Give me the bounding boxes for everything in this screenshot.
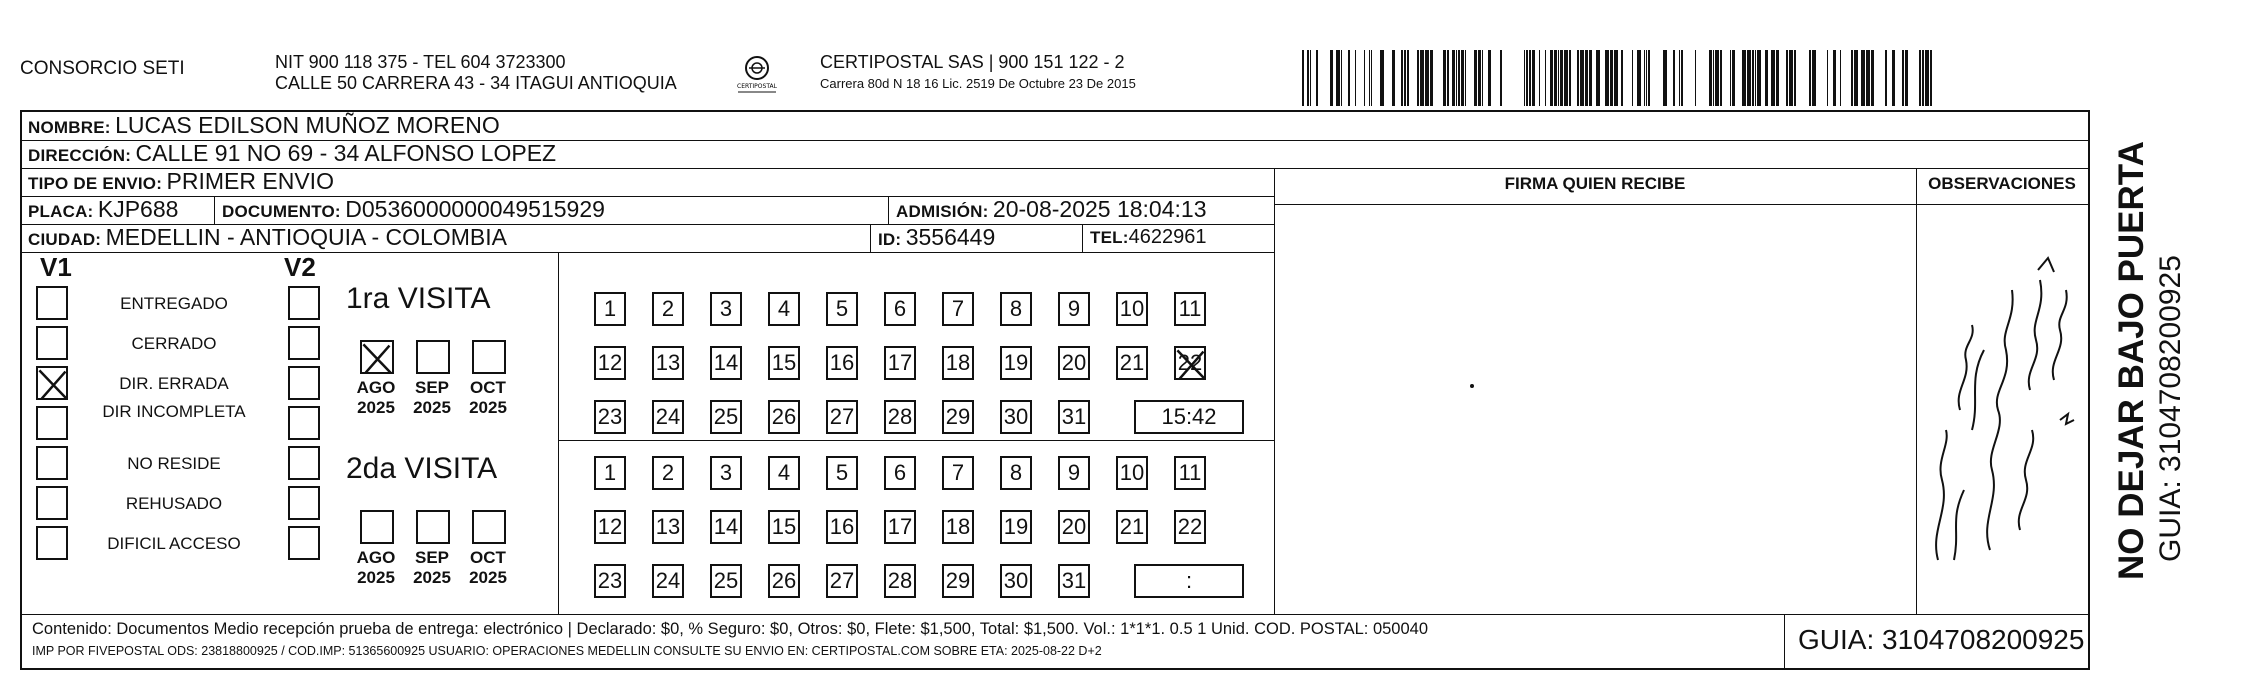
nombre-value: LUCAS EDILSON MUÑOZ MORENO [115,112,500,138]
month-checkbox[interactable] [472,510,506,544]
day-checkbox[interactable]: 1 [594,456,626,490]
barcode-bar [1809,50,1811,106]
day-checkbox[interactable]: 14 [710,346,742,380]
barcode-bar [1715,50,1719,106]
barcode-bar [1695,50,1696,106]
visita1-title: 1ra VISITA [346,282,491,315]
barcode-bar [1709,50,1712,106]
barcode-bar [1461,50,1464,106]
certipostal-seal-icon [732,52,782,96]
month-label: OCT 2025 [469,378,507,417]
barcode-bar [1558,50,1559,106]
documento-label: DOCUMENTO: [222,202,341,221]
barcode-bar [1392,50,1395,106]
barcode-bar [1577,50,1579,106]
day-checkbox[interactable]: 16 [826,510,858,544]
barcode-bar [1330,50,1333,106]
barcode-bar [1851,50,1853,106]
day-checkbox[interactable]: 21 [1116,510,1148,544]
observaciones-header: OBSERVACIONES [1928,174,2076,193]
day-checkbox[interactable]: 22 [1174,346,1206,380]
barcode-bar [1307,50,1309,106]
side-vertical-text [2110,140,2220,580]
nombre-row [28,112,500,139]
v1-checkbox[interactable] [36,286,68,320]
day-checkbox[interactable]: 9 [1058,292,1090,326]
barcode-bar [1840,50,1841,106]
v2-checkbox[interactable] [288,286,320,320]
tipo-envio-value: PRIMER ENVIO [166,168,334,194]
barcode-bar [1532,50,1535,106]
barcode-bar [1458,50,1460,106]
delivery-form [20,110,2090,670]
v1-checkbox[interactable] [36,486,68,520]
day-checkbox[interactable]: 13 [652,510,684,544]
day-checkbox[interactable]: 24 [652,564,684,598]
admision-row [896,196,1207,223]
barcode-bar [1580,50,1584,106]
day-checkbox[interactable]: 7 [942,292,974,326]
barcode-bar [1605,50,1609,106]
day-checkbox[interactable]: 4 [768,456,800,490]
id-row [878,224,995,251]
barcode-bar [1341,50,1342,106]
barcode-bar [1925,50,1929,106]
day-checkbox[interactable]: 17 [884,346,916,380]
month-label: SEP 2025 [413,378,451,417]
status-label: NO RESIDE [127,454,221,473]
barcode-bar [1369,50,1370,106]
day-checkbox[interactable]: 26 [768,564,800,598]
day-checkbox[interactable]: 20 [1058,510,1090,544]
documento-row [222,196,605,223]
tel-row [1090,226,1206,249]
month-checkbox[interactable] [416,340,450,374]
nit-line: NIT 900 118 375 - TEL 604 3723300 [275,52,566,72]
day-checkbox[interactable]: 10 [1116,292,1148,326]
barcode-bar [1417,50,1419,106]
barcode-bar [1539,50,1540,106]
barcode-bar [1765,50,1768,106]
barcode-bar [1752,50,1754,106]
barcode-bar [1732,50,1735,106]
barcode-bar [1348,50,1350,106]
barcode-bar [1713,50,1714,106]
barcode-bar [1364,50,1365,106]
barcode-bar [1404,50,1406,106]
footer-contenido: Contenido: Documentos Medio recepción prueba de entrega: electrónico | Declarado: $0, % Seguro: $0, Otros: $0, Flete: $1,500, Total: $1,500. Vol.: 1*1*1. 0.5 1 Unid. COD. POSTAL: 050040 [32,620,1429,638]
barcode-bar [1302,50,1304,106]
barcode-bar [1776,50,1779,106]
day-checkbox[interactable]: 6 [884,292,916,326]
placa-label: PLACA: [28,202,94,221]
company-name: CONSORCIO SETI [20,58,185,79]
barcode-bar [1621,50,1623,106]
barcode-bar [1401,50,1403,106]
day-checkbox[interactable]: 9 [1058,456,1090,490]
barcode-bar [1681,50,1683,106]
day-checkbox[interactable]: 11 [1174,292,1206,326]
documento-value: D0536000000049515929 [345,196,605,222]
day-checkbox[interactable]: 18 [942,346,974,380]
day-checkbox[interactable]: 5 [826,292,858,326]
company-nit-block [275,52,677,94]
day-checkbox[interactable]: 30 [1000,564,1032,598]
day-checkbox[interactable]: 23 [594,564,626,598]
barcode-bar [1430,50,1433,106]
certipostal-name: CERTIPOSTAL SAS | 900 151 122 - 2 [820,52,1125,72]
day-checkbox[interactable]: 29 [942,400,974,434]
barcode-bar [1673,50,1675,106]
v2-checkbox[interactable] [288,446,320,480]
barcode-bar [1585,50,1588,106]
direccion-value: CALLE 91 NO 69 - 34 ALFONSO LOPEZ [135,140,557,166]
barcode-bar [1730,50,1731,106]
barcode-bar [1420,50,1424,106]
tel-value: 4622961 [1128,226,1207,248]
month-checkbox[interactable] [472,340,506,374]
v2-checkbox[interactable] [288,406,320,440]
day-checkbox[interactable]: 28 [884,400,916,434]
seal-text: CERTIPOSTAL [737,83,777,90]
day-checkbox[interactable]: 24 [652,400,684,434]
day-checkbox[interactable]: 15 [768,510,800,544]
barcode-bar [1833,50,1836,106]
placa-value: KJP688 [97,196,179,222]
barcode-bar [1569,50,1571,106]
signature-dot [1470,384,1474,388]
status-label: ENTREGADO [120,294,228,313]
barcode-bar [1465,50,1466,106]
barcode-bar [1564,50,1568,106]
day-checkbox[interactable]: 19 [1000,510,1032,544]
day-checkbox[interactable]: 22 [1174,510,1206,544]
day-checkbox[interactable]: 8 [1000,456,1032,490]
v2-checkbox[interactable] [288,326,320,360]
direccion-row [28,140,556,167]
barcode-bar [1474,50,1477,106]
barcode-bar [1316,50,1318,106]
barcode-bar [1560,50,1563,106]
barcode-bar [1930,50,1932,106]
day-checkbox[interactable]: 13 [652,346,684,380]
footer-guia: GUIA: 3104708200925 [1798,624,2085,655]
visita1-time[interactable]: 15:42 [1134,400,1244,434]
barcode-bar [1610,50,1613,106]
month-label: SEP 2025 [413,548,451,587]
barcode-bar [1755,50,1756,106]
barcode-bar [1550,50,1553,106]
barcode-bar [1500,50,1502,106]
status-label: DIR. ERRADA [119,374,229,393]
barcode-bar [1892,50,1895,106]
barcode-bar [1452,50,1455,106]
barcode-bar [1589,50,1592,106]
no-dejar-bajo-puerta: NO DEJAR BAJO PUERTA [2112,141,2151,580]
barcode-bar [1747,50,1751,106]
barcode-bar [1310,50,1311,106]
day-checkbox[interactable]: 31 [1058,400,1090,434]
check-x-mark-icon [1174,346,1208,382]
barcode-bar [1905,50,1908,106]
barcode-bar [1380,50,1384,106]
day-checkbox[interactable]: 17 [884,510,916,544]
barcode-bar [1861,50,1865,106]
barcode-bar [1355,50,1356,106]
day-checkbox[interactable]: 12 [594,510,626,544]
barcode-bar [1554,50,1557,106]
barcode-bar [1902,50,1904,106]
tipo-envio-label: TIPO DE ENVIO: [28,174,163,193]
barcode-bar [1854,50,1858,106]
barcode-bar [1866,50,1870,106]
barcode-bar [1425,50,1429,106]
day-checkbox[interactable]: 31 [1058,564,1090,598]
month-checkbox[interactable] [416,510,450,544]
certipostal-license: Carrera 80d N 18 16 Lic. 2519 De Octubre 23 De 2015 [820,76,1136,91]
check-x-mark-icon [360,340,394,376]
barcode-bar [1771,50,1775,106]
id-value: 3556449 [905,224,996,250]
barcode-bar [1545,50,1546,106]
day-checkbox[interactable]: 20 [1058,346,1090,380]
barcode-bar [1637,50,1641,106]
day-checkbox[interactable]: 18 [942,510,974,544]
month-label: OCT 2025 [469,548,507,587]
day-checkbox[interactable]: 2 [652,456,684,490]
month-label: AGO 2025 [356,378,396,417]
barcode-bar [1648,50,1650,106]
status-label: DIFICIL ACCESO [107,534,241,553]
barcode-bar [1526,50,1528,106]
day-checkbox[interactable]: 29 [942,564,974,598]
barcode-bar [1488,50,1491,106]
barcode-bar [1371,50,1372,106]
month-checkbox[interactable] [360,510,394,544]
ciudad-row [28,224,507,251]
barcode-bar [1922,50,1924,106]
tel-label: TEL: [1090,228,1129,247]
barcode-bar [1786,50,1788,106]
footer-impresion: IMP POR FIVEPOSTAL ODS: 23818800925 / COD.IMP: 51365600925 USUARIO: OPERACIONES MEDELLIN CONSULTE SU ENVIO EN: CERTIPOSTAL.COM SOBRE ETA: 2025-08-22 D+2 [32,644,1102,658]
barcode-bar [1646,50,1647,106]
barcode-bar [1482,50,1483,106]
check-x-mark-icon [36,366,70,402]
v1-header: V1 [40,252,72,282]
barcode-bar [1919,50,1921,106]
barcode-bar [1789,50,1793,106]
v2-checkbox[interactable] [288,526,320,560]
barcode-bar [1407,50,1409,106]
day-checkbox[interactable]: 6 [884,456,916,490]
tipo-envio-row [28,168,334,195]
handwritten-observations-signature [1920,230,2080,570]
day-checkbox[interactable]: 4 [768,292,800,326]
barcode-bar [1827,50,1828,106]
barcode-bar [1614,50,1618,106]
day-checkbox[interactable]: 3 [710,292,742,326]
barcode-bar [1757,50,1761,106]
day-checkbox[interactable]: 8 [1000,292,1032,326]
barcode-bar [1720,50,1722,106]
barcode-bar [1663,50,1667,106]
id-label: ID: [878,230,902,249]
month-checkbox[interactable] [360,340,394,374]
visita2-time[interactable]: : [1134,564,1244,598]
day-checkbox[interactable]: 3 [710,456,742,490]
ciudad-label: CIUDAD: [28,230,102,249]
barcode-image [1302,50,1934,106]
nombre-label: NOMBRE: [28,118,111,137]
direccion-label: DIRECCIÓN: [28,146,132,165]
day-checkbox[interactable]: 27 [826,400,858,434]
visita2-title: 2da VISITA [346,452,498,485]
day-checkbox[interactable]: 23 [594,400,626,434]
status-label: REHUSADO [125,494,223,513]
barcode-bar [1596,50,1600,106]
v1-checkbox[interactable] [36,446,68,480]
barcode-bar [1336,50,1340,106]
day-checkbox[interactable]: 25 [710,564,742,598]
placa-row [28,196,178,223]
status-label: CERRADO [131,334,217,353]
day-checkbox[interactable]: 25 [710,400,742,434]
v2-checkbox[interactable] [288,366,320,400]
day-checkbox[interactable]: 16 [826,346,858,380]
v1-checkbox[interactable] [36,406,68,440]
certipostal-block [820,52,1136,94]
v2-checkbox[interactable] [288,486,320,520]
barcode-bar [1478,50,1481,106]
day-checkbox[interactable]: 10 [1116,456,1148,490]
day-checkbox[interactable]: 15 [768,346,800,380]
day-checkbox[interactable]: 26 [768,400,800,434]
day-checkbox[interactable]: 28 [884,564,916,598]
ciudad-value: MEDELLIN - ANTIOQUIA - COLOMBIA [105,224,507,250]
admision-value: 20-08-2025 18:04:13 [992,196,1207,222]
barcode-bar [1529,50,1531,106]
side-guia: GUIA: 3104708200925 [2154,255,2187,562]
day-checkbox[interactable]: 1 [594,292,626,326]
barcode-bar [1742,50,1746,106]
day-checkbox[interactable]: 12 [594,346,626,380]
day-checkbox[interactable]: 7 [942,456,974,490]
barcode-bar [1812,50,1816,106]
barcode-bar [1443,50,1446,106]
barcode-bar [1871,50,1874,106]
day-checkbox[interactable]: 14 [710,510,742,544]
barcode-bar [1794,50,1796,106]
firma-header: FIRMA QUIEN RECIBE [1504,174,1686,193]
address-line: CALLE 50 CARRERA 43 - 34 ITAGUI ANTIOQUIA [275,73,677,93]
barcode-bar [1644,50,1645,106]
day-checkbox[interactable]: 30 [1000,400,1032,434]
day-checkbox[interactable]: 21 [1116,346,1148,380]
day-checkbox[interactable]: 19 [1000,346,1032,380]
barcode-bar [1456,50,1457,106]
day-checkbox[interactable]: 11 [1174,456,1206,490]
barcode-bar [1885,50,1887,106]
v1-checkbox[interactable] [36,366,68,400]
barcode-bar [1524,50,1525,106]
v1-checkbox[interactable] [36,326,68,360]
day-checkbox[interactable]: 2 [652,292,684,326]
v1-checkbox[interactable] [36,526,68,560]
barcode-bar [1447,50,1449,106]
status-label: DIR INCOMPLETA [102,402,246,421]
day-checkbox[interactable]: 5 [826,456,858,490]
admision-label: ADMISIÓN: [896,202,989,221]
day-checkbox[interactable]: 27 [826,564,858,598]
barcode-bar [1679,50,1680,106]
month-label: AGO 2025 [356,548,396,587]
v2-header: V2 [284,252,316,282]
barcode-bar [1632,50,1633,106]
